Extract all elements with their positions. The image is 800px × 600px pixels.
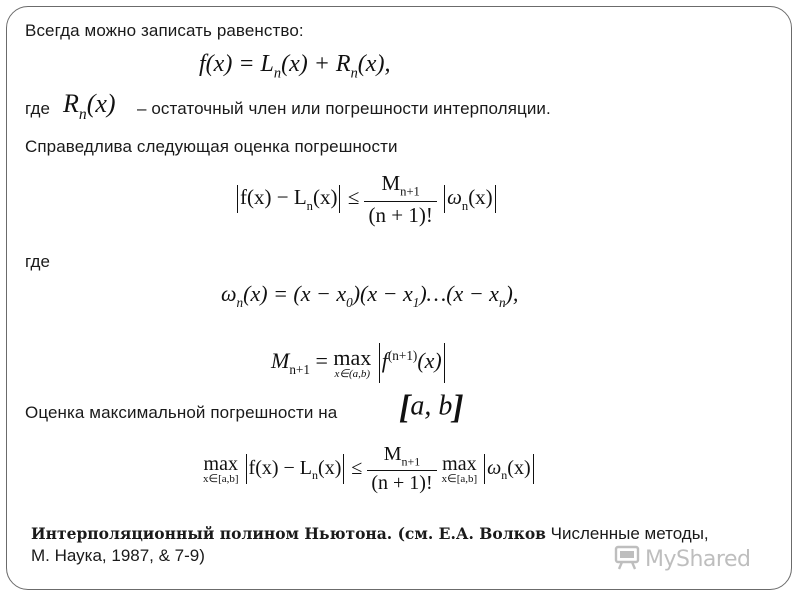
max-error-formula: max x∈[a,b] $f(x) - L_n(x)$ ≤ $\frac{M_{n+1}}{(n + 1)!}$ max x∈[a,b] $\omega_n(x)$ — [203, 443, 536, 495]
intro-text: Всегда можно записать равенство: — [25, 21, 304, 40]
where-label-2: где — [25, 252, 51, 271]
watermark-text: MyShared — [645, 547, 751, 572]
remainder-description: – остаточный член или погрешности интерполяции. — [137, 99, 551, 118]
error-estimate-formula: $f(x) - L_n(x)$ ≤ $\frac{M_{n+1}}{(n + 1)!}$ $\omega_n(x)$ — [235, 171, 498, 228]
remainder-symbol: $R_n(x)$ — [63, 89, 116, 124]
presentation-board-icon — [613, 543, 641, 576]
equality-formula: $f(x) = L_n(x) + R_n(x)$, — [199, 51, 391, 82]
m-definition: $M_{n+1} = \max$ x∈(a,b) $f^{(n+1)}(x)$ — [271, 343, 447, 383]
omega-definition: $\omega_n(x) = (x - x_0)(x$ − $x_1)\dots(x - x_n)$, — [221, 281, 519, 310]
slide-frame — [6, 6, 792, 590]
watermark — [613, 543, 750, 576]
where-label-1: где — [25, 99, 51, 118]
reference-footer — [31, 523, 709, 567]
reference-book: Численные методы, — [545, 524, 709, 543]
interval-ab: [a, b] — [399, 389, 464, 426]
max-error-label: Оценка максимальной погрешности на — [25, 403, 338, 422]
estimate-intro: Справедлива следующая оценка погрешности — [25, 137, 398, 156]
reference-title: Интерполяционный полином Ньютона. (см. Е.А. Волков — [31, 524, 546, 543]
reference-publisher: М. Наука, 1987, & 7-9) — [31, 546, 205, 565]
